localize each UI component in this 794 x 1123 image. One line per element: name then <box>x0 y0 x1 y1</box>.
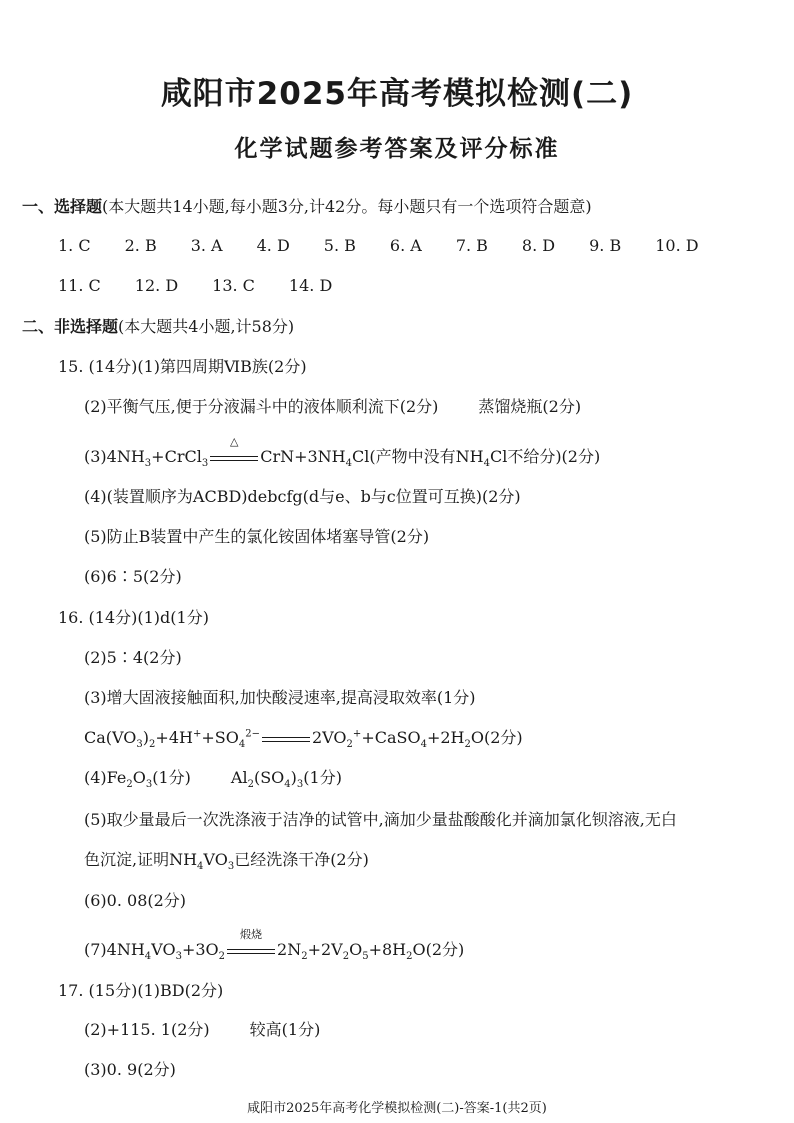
q16-part3: (3)增大固液接触面积,加快酸浸速率,提高浸取效率(1分) <box>84 688 476 707</box>
mc-answer: 6. A <box>389 236 422 255</box>
calcination-condition: 煅烧 <box>240 927 263 941</box>
q16-part2: (2)5∶4(2分) <box>84 648 182 667</box>
mc-answer: 9. B <box>589 236 622 255</box>
q15-part2 <box>84 397 581 417</box>
mc-answer: 7. B <box>455 236 488 255</box>
reaction-arrow <box>210 434 258 468</box>
q16-ionic-equation: $Ca(VO_3)_2+4H^++SO_4^{2-}$ $2VO_2^++CaSO_4+2H_2O(2$分) <box>84 728 523 751</box>
page-title: 咸阳市2025年高考模拟检测(二) <box>160 76 634 112</box>
q16-head: 16. (14分)(1)d(1分) <box>58 608 209 627</box>
section1-header <box>22 197 592 217</box>
mc-answer: 2. B <box>124 236 157 255</box>
section2-header <box>22 317 294 337</box>
q15-part6: (6)6∶5(2分) <box>84 567 182 586</box>
mc-answer: 8. D <box>521 236 556 255</box>
section1-heading: 一、选择题 <box>22 197 103 216</box>
q16-part7-equation: $(7)4NH_4VO_3+3O_2$ 煅烧 $2N_2+2V_2O_5+8H_2O(2$分) <box>84 927 465 963</box>
page-subtitle: 化学试题参考答案及评分标准 <box>234 136 560 162</box>
q15-part4: (4)(装置顺序为ACBD)debcfg(d与e、b与c位置可互换)(2分) <box>84 487 521 506</box>
mc-answer: 3. A <box>190 236 223 255</box>
q17-part2: (2)+115. 1(2分) 较高(1分) <box>84 1020 321 1039</box>
mc-answer: 10. D <box>655 236 699 255</box>
q17-part3: (3)0. 9(2分) <box>84 1060 176 1079</box>
section2-heading: 二、非选择题 <box>22 317 119 336</box>
q15-head: 15. (14分)(1)第四周期ⅥB族(2分) <box>58 357 307 376</box>
mc-answer: 11. C <box>58 276 101 295</box>
mc-answer: 12. D <box>134 276 179 295</box>
mc-answer: 5. B <box>323 236 356 255</box>
q15-part2-text: (2)平衡气压,便于分液漏斗中的液体顺利流下(2分) <box>84 397 439 416</box>
q15-part2-answer: 蒸馏烧瓶(2分) <box>478 397 582 416</box>
section1-note: (本大题共14小题,每小题3分,计42分。每小题只有一个选项符合题意) <box>102 197 592 216</box>
q16-part4: $(4)Fe_2O_3(1$分) $Al_2(SO_4)_3(1$分) <box>84 768 342 791</box>
q15-part5: (5)防止B装置中产生的氯化铵固体堵塞导管(2分) <box>84 527 430 546</box>
heat-condition: △ <box>229 434 239 448</box>
q17-head: 17. (15分)(1)BD(2分) <box>58 981 224 1000</box>
mc-answer: 13. C <box>212 276 255 295</box>
mc-answers-row-2 <box>58 276 332 296</box>
mc-answers-row-1 <box>58 236 699 256</box>
mc-answer: 1. C <box>58 236 91 255</box>
q16-part5-line1: (5)取少量最后一次洗涤液于洁净的试管中,滴加少量盐酸酸化并滴加氯化钡溶液,无白 <box>84 810 677 829</box>
q16-part5-line2: 色沉淀,证明$NH_4VO_3$已经洗涤干净(2分) <box>84 850 369 873</box>
section2-note: (本大题共4小题,计58分) <box>118 317 295 336</box>
q15-part3-equation: $(3)4NH_3+CrCl_3$ △ $CrN+3NH_4Cl$(产物中没有$NH_4Cl$不给分)(2分) <box>84 434 601 470</box>
equals-arrow <box>262 729 310 749</box>
q16-part6: (6)0. 08(2分) <box>84 891 187 910</box>
mc-answer: 14. D <box>288 276 333 295</box>
mc-answer: 4. D <box>256 236 290 255</box>
page-footer: 咸阳市2025年高考化学模拟检测(二)-答案-1(共2页) <box>247 1101 547 1116</box>
calcination-arrow <box>227 927 275 961</box>
